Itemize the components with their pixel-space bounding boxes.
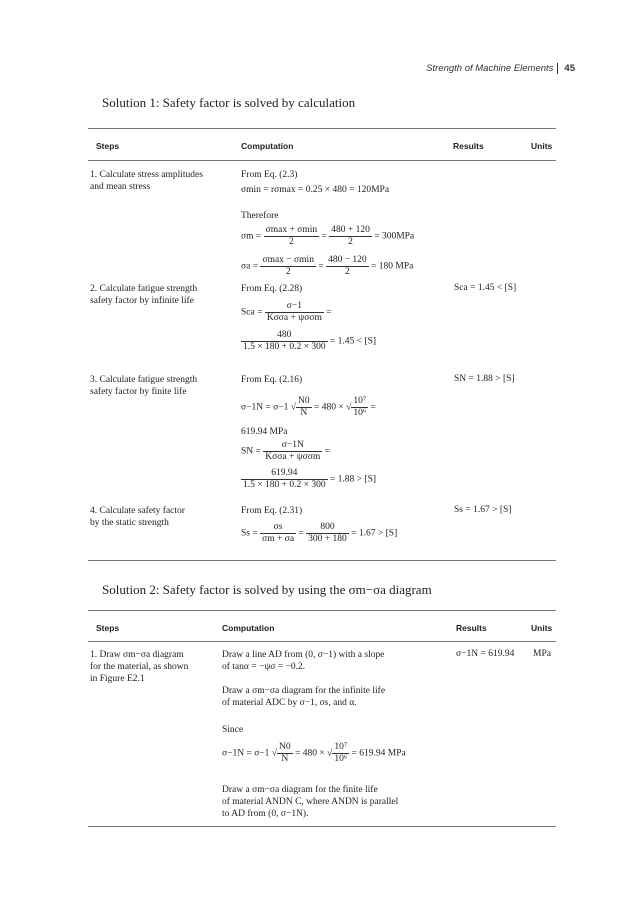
running-title: Strength of Machine Elements [426,63,554,74]
step1-ref: From Eq. (2.3) [241,170,298,180]
sol2-step1-label: 1. Draw σm−σa diagram for the material, as shown in Figure E2.1 [90,650,189,684]
sol2-eq: σ−1N = σ−1 √ $\frac{N0}{N}$ = 480 × √ $\frac{\text{10⁷}}{\text{10⁶}}$ = 619.94 MPa [222,742,406,764]
step2-eq2: $\frac{480}{1.5 \times 180 + 0.2 \times 300}$ = 1.45 < [S] [243,330,377,352]
step2-ref: From Eq. (2.28) [241,284,303,294]
sol2-p2: Draw a σm−σa diagram for the infinite life of material ADC by σ−1, σs, and α. [222,686,386,708]
running-header [426,63,575,74]
step3-eq2: SN = $\frac{\sigma-1N}{\text{Kσσa + ψσσm}}$ = [241,440,331,462]
table1-bottom-rule [88,560,556,561]
sol2-p1: Draw a line AD from (0, σ−1) with a slope of tanα = −ψσ = −0.2. [222,650,385,672]
step4-ref: From Eq. (2.31) [241,506,303,516]
col2-steps: Steps [96,623,120,633]
table2-header-rule [88,641,556,642]
step3-eq1: σ−1N = σ−1 √ $\frac{N0}{N}$ = 480 × √ $\frac{\text{10⁷}}{\text{10⁶}}$ = [241,396,376,418]
step2-eq1: Sca = $\frac{\sigma-1}{\text{Kσσa + ψσσm}}$ = [241,301,332,323]
col-results: Results [453,141,484,151]
table1-top-rule [88,128,556,129]
step1-eq-a: σa = $\frac{\sigma\max - \sigma\min}{2}$ = $\frac{480 - 120}{2}$ = 180 MPa [241,255,414,277]
col2-computation: Computation [222,623,275,633]
col-units: Units [531,141,553,151]
sol2-result: σ−1N = 619.94 [456,649,515,659]
step1-eq-min: σmin = rσmax = 0.25 × 480 = 120MPa [241,185,390,195]
step2-label: 2. Calculate fatigue strength safety factor by infinite life [90,284,198,306]
table2-bottom-rule [88,826,556,827]
table2-top-rule [88,610,556,611]
step4-label: 4. Calculate safety factor by the static strength [90,506,185,528]
step3-label: 3. Calculate fatigue strength safety factor by finite life [90,375,198,397]
step1-eq-m: σm = $\frac{\sigma\max + \sigma\min}{2}$ = $\frac{480 + 120}{2}$ = 300MPa [241,225,415,247]
col-computation: Computation [241,141,294,151]
step3-result: SN = 1.88 > [S] [454,374,515,384]
table1-header-rule [88,160,556,161]
step1-therefore: Therefore [241,211,279,221]
solution2-title: Solution 2: Safety factor is solved by using the σm−σa diagram [102,582,432,597]
step3-eq1-value: 619.94 MPa [241,427,288,437]
col2-units: Units [531,623,553,633]
step4-result: Ss = 1.67 > [S] [454,505,512,515]
sol2-p3: Draw a σm−σa diagram for the finite life of material ANDN C, where ANDN is parallel to AD from (0, σ−1N). [222,785,399,819]
solution1-title: Solution 1: Safety factor is solved by calculation [102,95,356,110]
step1-label: 1. Calculate stress amplitudes and mean stress [90,170,203,192]
page-number: 45 [557,63,575,74]
sol2-unit: MPa [533,649,551,659]
step3-eq3: $\frac{619.94}{1.5 \times 180 + 0.2 \times 300}$ = 1.88 > [S] [243,468,377,490]
col2-results: Results [456,623,487,633]
step3-ref: From Eq. (2.16) [241,375,303,385]
step4-eq: Ss = $\frac{\sigma s}{\sigma m + \sigma a}$ = $\frac{800}{300 + 180}$ = 1.67 > [S] [241,522,398,544]
sol2-since: Since [222,725,244,735]
step2-result: Sca = 1.45 < [S] [454,283,517,293]
col-steps: Steps [96,141,120,151]
